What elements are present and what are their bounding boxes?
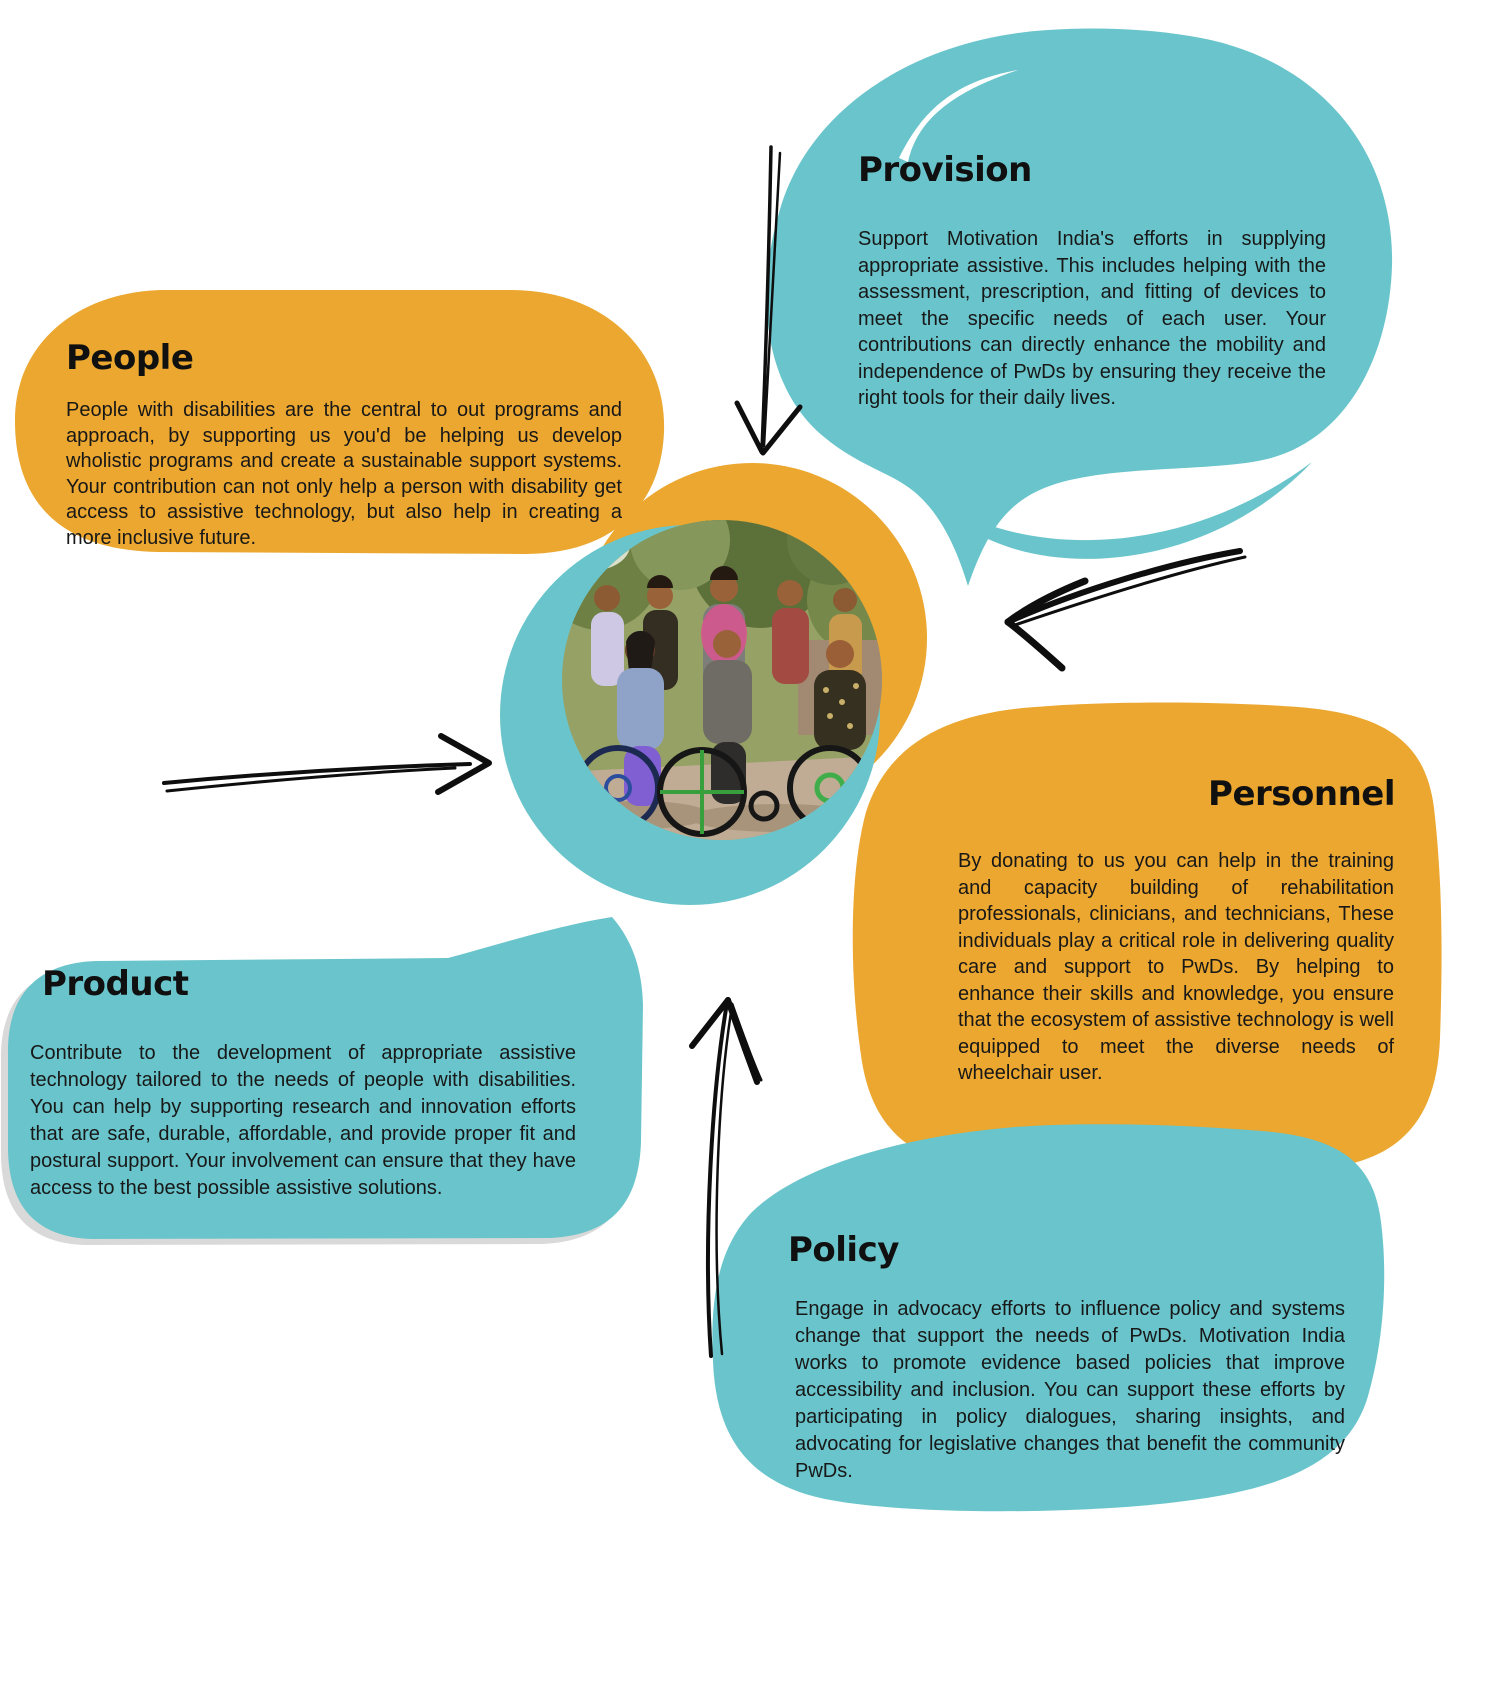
personnel-title: Personnel [1208, 774, 1395, 814]
arrow-right-icon [164, 736, 489, 792]
policy-body: Engage in advocacy efforts to influence policy and systems change that support the needs of PwDs. Motivation India works to promote evidence based policies that improve accessibility and inclusion. You can support these efforts by participating in policy dialogues, sharing insights, and advocating for legislative changes that benefit the community PwDs. [795, 1298, 1345, 1482]
provision-title: Provision [858, 150, 1032, 190]
personnel-body: By donating to us you can help in the training and capacity building of rehabilitation professionals, clinicians, and technicians, These individuals play a critical role in delivering quality care and support to PwDs. By helping to enhance their skills and knowledge, you ensure that the ecosystem of assistive technology is well equipped to meet the diverse needs of wheelchair user. [958, 850, 1394, 1084]
product-body: Contribute to the development of appropriate assistive technology tailored to the needs of people with disabilities. You can help by supporting research and innovation efforts that are safe, durable, affordable, and provide proper fit and postural support. Your involvement can ensure that they have access to the best possible assistive solutions. [30, 1042, 576, 1199]
people-body: People with disabilities are the central to out programs and approach, by supporting us you'd be helping us develop wholistic programs and create a sustainable support systems. Your contribution can not only help a person with disability get access to assistive technology, but also help in creating a more inclusive future. [66, 399, 622, 549]
people-title: People [66, 338, 194, 378]
policy-title: Policy [788, 1230, 899, 1270]
provision-body: Support Motivation India's efforts in supplying appropriate assistive. This includes helping with the assessment, prescription, and fitting of devices to meet the specific needs of each user. Your contributions can directly enhance the mobility and independence of PwDs by ensuring they receive the right tools for their daily lives. [858, 228, 1326, 409]
product-title: Product [42, 964, 189, 1004]
arrow-left-icon [1008, 551, 1245, 668]
